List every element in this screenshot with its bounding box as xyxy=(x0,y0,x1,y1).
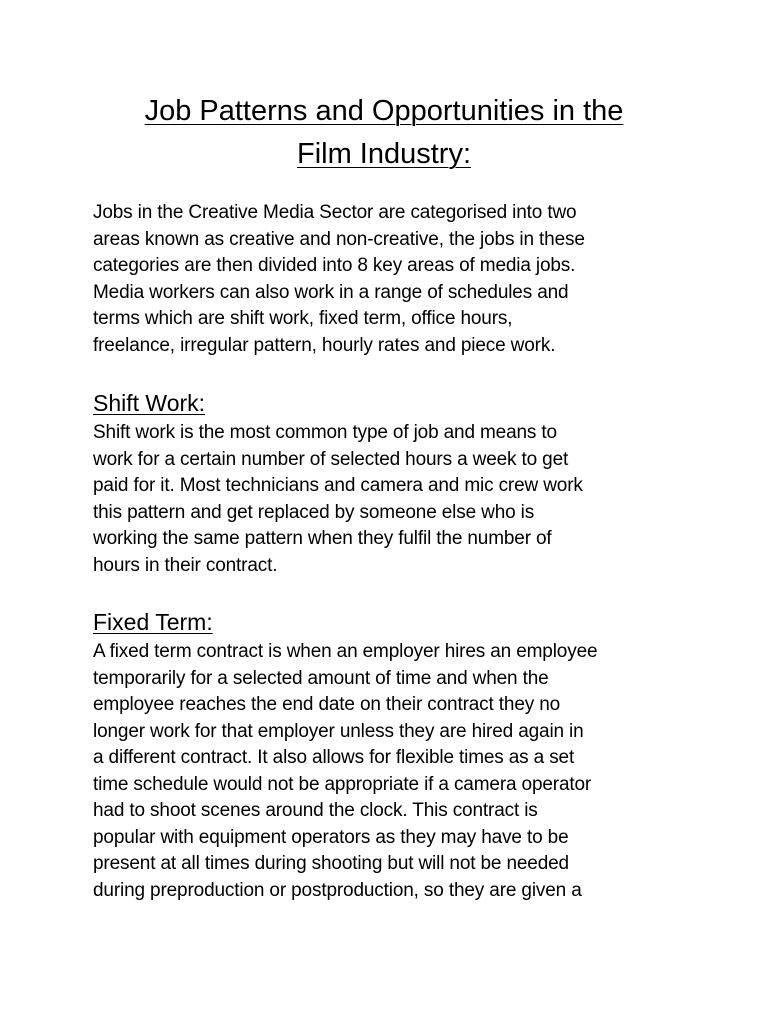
text-line: longer work for that employer unless they are hired again in xyxy=(93,720,584,742)
text-line: areas known as creative and non-creative, the jobs in these xyxy=(93,228,585,250)
text-line: paid for it. Most technicians and camera and mic crew work xyxy=(93,475,583,496)
section-paragraph xyxy=(93,420,693,579)
page-title-line: Film Industry: xyxy=(296,138,472,170)
text-line: present at all times during shooting but will not be needed xyxy=(93,853,569,874)
page-title xyxy=(60,90,708,176)
page-title-line: Job Patterns and Opportunities in the xyxy=(144,95,624,127)
shift-work-section xyxy=(93,388,693,579)
text-line: Shift work is the most common type of job and means to xyxy=(93,422,557,443)
text-line: A fixed term contract is when an employer hires an employee xyxy=(93,641,598,662)
intro-paragraph xyxy=(93,200,693,359)
text-line: temporarily for a selected amount of time and when the xyxy=(93,667,549,689)
section-paragraph xyxy=(93,639,693,904)
text-line: Jobs in the Creative Media Sector are categorised into two xyxy=(93,202,577,223)
text-line: terms which are shift work, fixed term, office hours, xyxy=(93,308,513,329)
fixed-term-section xyxy=(93,607,693,904)
intro-section xyxy=(93,200,693,359)
text-line: Media workers can also work in a range of schedules and xyxy=(93,281,569,303)
text-line: hours in their contract. xyxy=(93,554,278,576)
text-line: a different contract. It also allows for flexible times as a set xyxy=(93,747,575,768)
section-heading: Fixed Term: xyxy=(93,609,213,635)
text-line: working the same pattern when they fulfil the number of xyxy=(93,528,552,549)
text-line: had to shoot scenes around the clock. This contract is xyxy=(93,800,538,821)
text-line: employee reaches the end date on their contract they no xyxy=(93,694,561,715)
text-line: categories are then divided into 8 key areas of media jobs. xyxy=(93,255,576,276)
text-line: this pattern and get replaced by someone else who is xyxy=(93,501,535,523)
text-line: popular with equipment operators as they may have to be xyxy=(93,826,569,848)
text-line: work for a certain number of selected hours a week to get xyxy=(93,448,569,470)
text-line: freelance, irregular pattern, hourly rates and piece work. xyxy=(93,334,556,356)
text-line: time schedule would not be appropriate if a camera operator xyxy=(93,773,592,795)
text-line: during preproduction or postproduction, so they are given a xyxy=(93,879,582,901)
section-heading: Shift Work: xyxy=(93,390,206,416)
